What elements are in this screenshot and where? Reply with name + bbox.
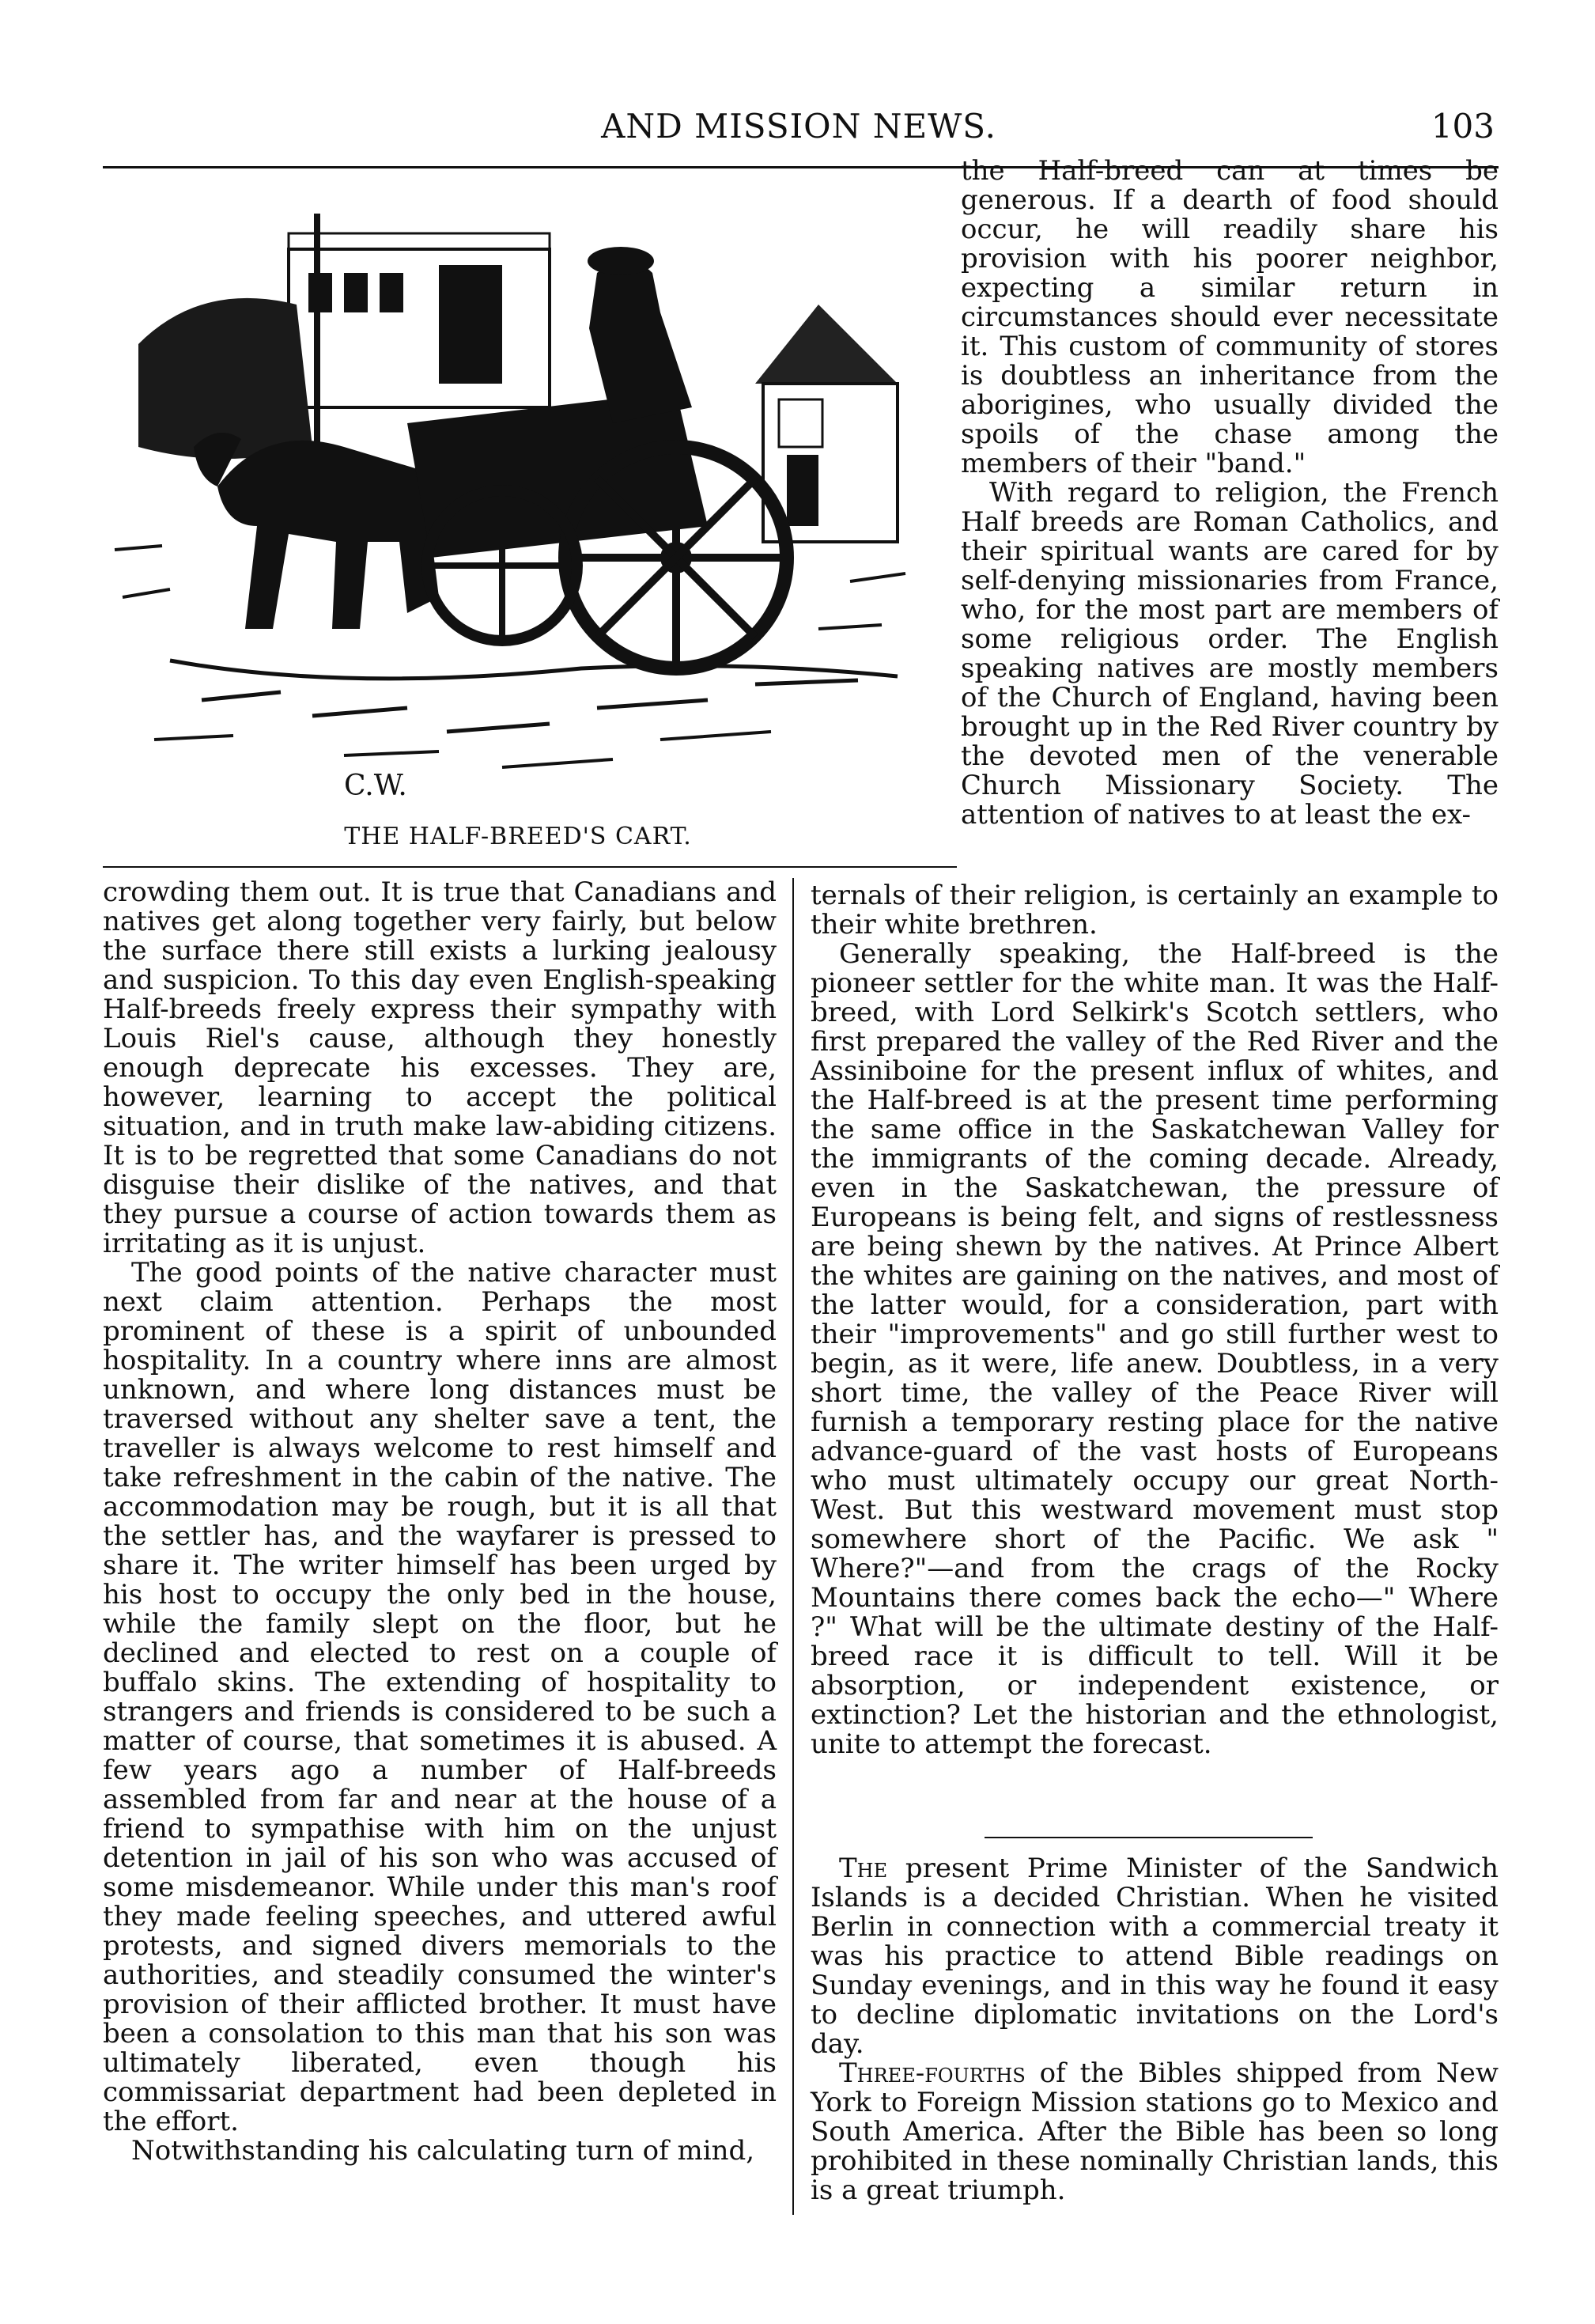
running-header <box>103 107 1495 154</box>
paragraph: crowding them out. It is true that Canadians and natives get along together very fairly, but below the surface there still exists a lurking jealousy and suspicion. To this day even English-speaking Half-breeds freely express their sympathy with Louis Riel's cause, although they honestly enough deprecate his excesses. They are, however, learning to accept the political situation, and in truth make law-abiding citizens. It is to be regretted that some Canadians do not disguise their dislike of the natives, and that they pursue a course of action towards them as irritating as it is unjust. <box>103 876 777 1259</box>
right-column-top <box>961 157 1499 830</box>
news-item <box>811 1854 1499 2059</box>
paragraph: the Half-breed can at times be generous. If a dearth of food should occur, he will readily share his provision with his poorer neighbor, expecting a similar return in circumstances should ever necessitate it. This custom of community of stores is doubtless an inheritance from the aborigines, who usually divided the spoils of the chase among the members of their "band." <box>961 155 1499 479</box>
lead-word: The <box>839 1853 888 1884</box>
news-text: of the Bibles shipped from New York to Foreign Mission stations go to Mexico and South America. After the Bible has been so long prohibited in these nominally Christian lands, this is a great triumph. <box>811 2057 1499 2206</box>
illustration-caption: THE HALF-BREED'S CART. <box>344 823 692 850</box>
news-notes <box>811 1854 1499 2205</box>
section-rule <box>103 866 957 868</box>
running-title: AND MISSION NEWS. <box>601 107 996 146</box>
page-number: 103 <box>1431 107 1495 146</box>
news-text: present Prime Minister of the Sandwich Islands is a decided Christian. When he visited Berlin in connection with a commercial treaty it was his practice to attend Bible readings on Sunday evenings, and in this way he found it easy to decline diplomatic invitations on the Lord's day. <box>811 1853 1499 2060</box>
paragraph: Notwithstanding his calculating turn of mind, <box>131 2135 755 2167</box>
lead-word: Three-fourths <box>839 2057 1026 2089</box>
column-divider <box>792 878 794 2215</box>
right-column-bottom <box>811 881 1499 1759</box>
left-column <box>103 878 777 2166</box>
paragraph: With regard to religion, the French Half breeds are Roman Catholics, and their spiritual wants are cared for by self-denying missionaries from France, who, for the most part are members of some religious order. The English speaking natives are mostly members of the Church of England, having been brought up in the Red River country by the devoted men of the venerable Church Missionary Society. The attention of natives to at least the ex- <box>961 477 1499 831</box>
paragraph: ternals of their religion, is certainly an example to their white brethren. <box>811 880 1499 941</box>
news-item <box>811 2059 1499 2205</box>
paragraph: Generally speaking, the Half-breed is the pioneer settler for the white man. It was the Half-breed, with Lord Selkirk's Scotch settlers, who first prepared the valley of the Red River and the Assiniboine for the present influx of whites, and the Half-breed is at the present time performing the same office in the Saskatchewan Valley for the immigrants of the coming decade. Already, even in the Saskatchewan, the pressure of Europeans is being felt, and signs of restlessness are being shewn by the natives. At Prince Albert the whites are gaining on the natives, and most of the latter would, for a consideration, part with their "improvements" and go still further west to begin, as it were, life anew. Doubtless, in a very short time, the valley of the Peace River will furnish a temporary resting place for the native advance-guard of the vast hosts of Europeans who must ultimately occupy our great North-West. But this westward movement must stop somewhere short of the Pacific. We ask " Where?"—and from the crags of the Rocky Mountains there comes back the echo—" Where ?" What will be the ultimate destiny of the Half-breed race it is difficult to tell. Will it be absorption, or independent existence, or extinction? Let the historian and the ethnologist, unite to attempt the forecast. <box>811 938 1499 1760</box>
article-separator <box>985 1837 1313 1838</box>
paragraph: The good points of the native character must next claim attention. Perhaps the most prominent of these is a spirit of unbounded hospitality. In a country where inns are almost unknown, and where long distances must be traversed without any shelter save a tent, the traveller is always welcome to rest himself and take refreshment in the cabin of the native. The accommodation may be rough, but it is all that the settler has, and the wayfarer is pressed to share it. The writer himself has been urged by his host to occupy the only bed in the house, while the family slept on the floor, but he declined and elected to rest on a couple of buffalo skins. The extending of hospitality to strangers and friends is considered to be such a matter of course, that sometimes it is abused. A few years ago a number of Half-breeds assembled from far and near at the house of a friend to sympathise with him on the unjust detention in jail of his son who was accused of some misdemeanor. While under this man's roof they made feeling speeches, and uttered awful protests, and signed divers memorials to the authorities, and steadily consumed the winter's provision of their afflicted brother. It must have been a consolation to this man that his son was ultimately liberated, even though his commissariat department had been depleted in the effort. <box>103 1257 777 2137</box>
svg-text:C.W.: C.W. <box>344 770 407 802</box>
half-breed-cart-illustration <box>107 186 933 842</box>
